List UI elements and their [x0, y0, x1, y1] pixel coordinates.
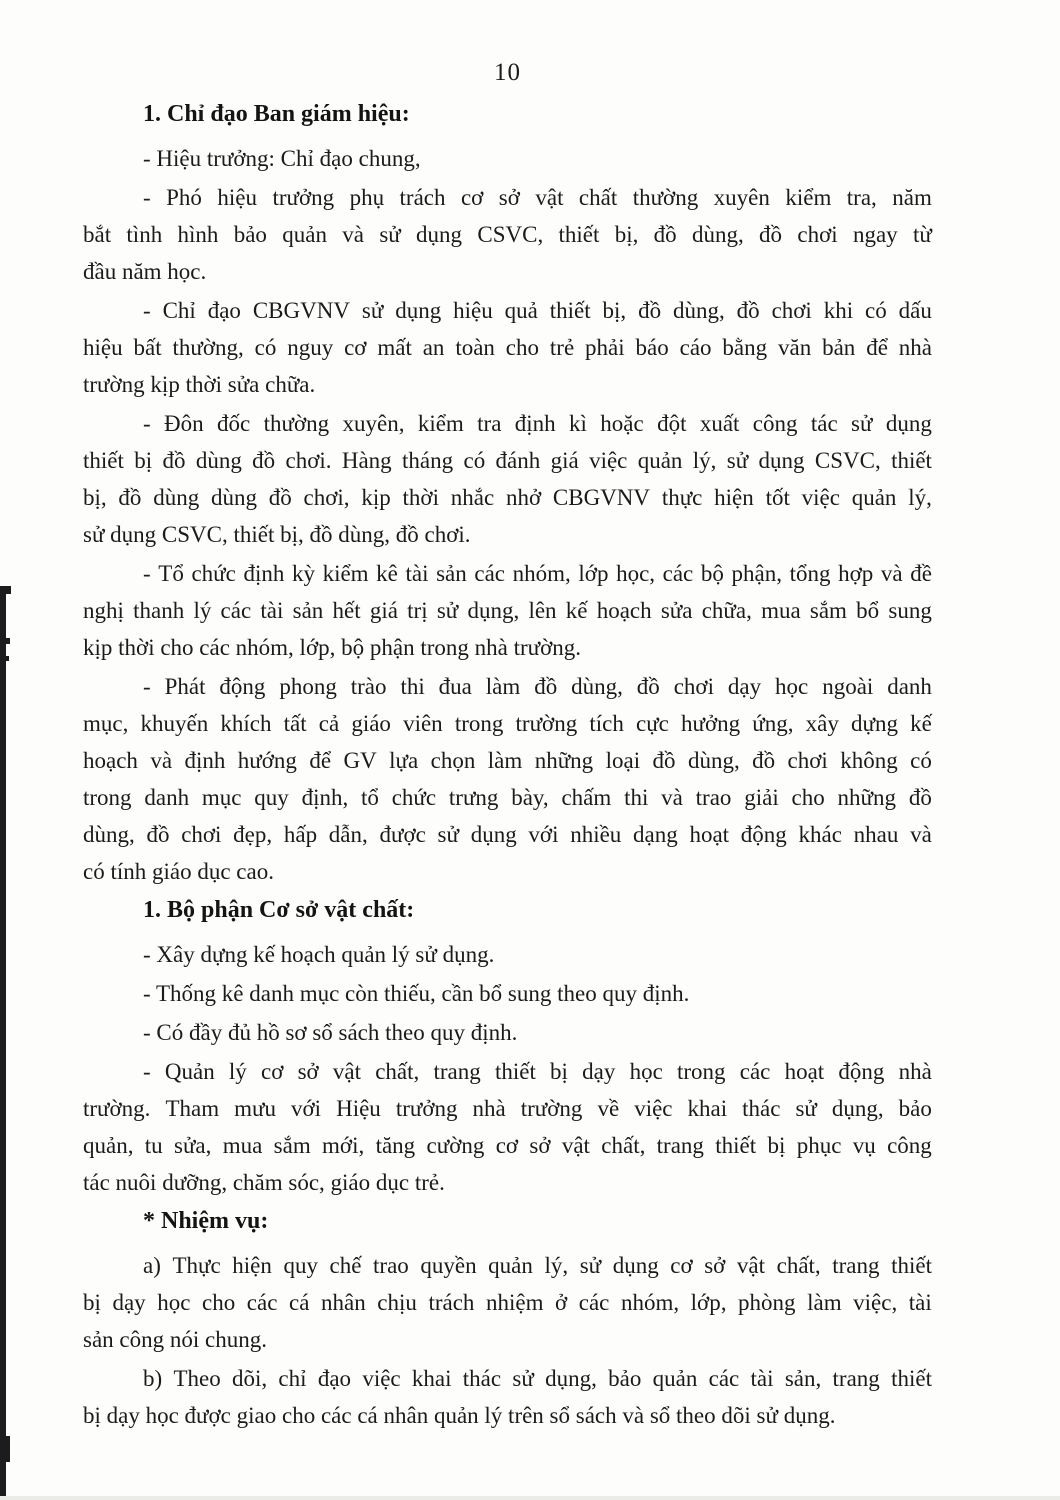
text-line: có tính giáo dục cao.: [83, 859, 274, 884]
text-line: - Thống kê danh mục còn thiếu, cần bổ sung theo quy định.: [143, 981, 690, 1006]
document-body: [83, 58, 932, 1436]
text-line: trường kịp thời sửa chữa.: [83, 372, 316, 397]
text-line: kịp thời cho các nhóm, lớp, bộ phận trong nhà trường.: [83, 635, 582, 660]
text-line: bị, đồ dùng dùng đồ chơi, kịp thời nhắc nhở CBGVNV thực hiện tốt việc quản lý,: [83, 485, 932, 510]
text-line: hoạch và định hướng để GV lựa chọn làm những loại đồ dùng, đồ chơi không có: [83, 748, 932, 773]
text-line: - Xây dựng kế hoạch quản lý sử dụng.: [143, 942, 495, 967]
text-line: bị dạy học được giao cho các cá nhân quản lý trên sổ sách và sổ theo dõi sử dụng.: [83, 1403, 836, 1428]
text-blocks: [83, 96, 932, 1434]
scan-edge-artifact: [0, 638, 10, 644]
text-line: 1. Bộ phận Cơ sở vật chất:: [143, 897, 415, 923]
text-line: - Đôn đốc thường xuyên, kiểm tra định kì hoặc đột xuất công tác sử dụng: [143, 411, 932, 436]
section-heading: [83, 892, 932, 929]
text-line: sử dụng CSVC, thiết bị, đồ dùng, đồ chơi.: [83, 522, 471, 547]
paragraph: [83, 936, 932, 973]
text-line: nghị thanh lý các tài sản hết giá trị sử dụng, lên kế hoạch sửa chữa, mua sắm bổ sung: [83, 598, 932, 623]
paragraph: [83, 668, 932, 890]
text-line: b) Theo dõi, chỉ đạo việc khai thác sử dụng, bảo quản các tài sản, trang thiết: [143, 1366, 932, 1391]
paragraph: [83, 1360, 932, 1434]
scan-edge-artifact: [0, 1436, 10, 1462]
scan-bottom-edge: [0, 1496, 1060, 1500]
paragraph: [83, 292, 932, 403]
paragraph: [83, 555, 932, 666]
text-line: trường. Tham mưu với Hiệu trưởng nhà trường về việc khai thác sử dụng, bảo: [83, 1096, 932, 1121]
paragraph: [83, 975, 932, 1012]
text-line: sản công nói chung.: [83, 1327, 267, 1352]
text-line: - Quản lý cơ sở vật chất, trang thiết bị dạy học trong các hoạt động nhà: [143, 1059, 932, 1084]
paragraph: [83, 1247, 932, 1358]
scan-edge-artifact: [0, 586, 11, 594]
text-line: bắt tình hình bảo quản và sử dụng CSVC, thiết bị, đồ dùng, đồ chơi ngay từ: [83, 222, 932, 247]
page-number: 10: [494, 59, 521, 86]
text-line: bị dạy học cho các cá nhân chịu trách nhiệm ở các nhóm, lớp, phòng làm việc, tài: [83, 1290, 932, 1315]
text-line: 1. Chỉ đạo Ban giám hiệu:: [143, 101, 410, 127]
paragraph: [83, 179, 932, 290]
section-heading: [83, 96, 932, 133]
text-line: đầu năm học.: [83, 259, 207, 284]
text-line: trong danh mục quy định, tổ chức trưng bày, chấm thi và trao giải cho những đồ: [83, 785, 932, 810]
text-line: tác nuôi dưỡng, chăm sóc, giáo dục trẻ.: [83, 1170, 445, 1195]
text-line: * Nhiệm vụ:: [143, 1208, 269, 1234]
text-line: - Tổ chức định kỳ kiểm kê tài sản các nhóm, lớp học, các bộ phận, tổng hợp và đề: [143, 561, 932, 586]
text-line: - Phát động phong trào thi đua làm đồ dùng, đồ chơi dạy học ngoài danh: [143, 674, 932, 699]
text-line: - Hiệu trưởng: Chỉ đạo chung,: [143, 146, 421, 171]
text-line: hiệu bất thường, có nguy cơ mất an toàn cho trẻ phải báo cáo bằng văn bản để nhà: [83, 335, 932, 360]
text-line: - Chỉ đạo CBGVNV sử dụng hiệu quả thiết bị, đồ dùng, đồ chơi khi có dấu: [143, 298, 932, 323]
paragraph: [83, 405, 932, 553]
paragraph: [83, 140, 932, 177]
text-line: mục, khuyến khích tất cả giáo viên trong trường tích cực hưởng ứng, xây dựng kế: [83, 711, 932, 736]
paragraph: [83, 1014, 932, 1051]
paragraph: [83, 1053, 932, 1201]
scan-edge-artifact: [0, 594, 6, 1500]
text-line: thiết bị đồ dùng đồ chơi. Hàng tháng có đánh giá việc quản lý, sử dụng CSVC, thiết: [83, 448, 932, 473]
text-line: quản, tu sửa, mua sắm mới, tăng cường cơ sở vật chất, trang thiết bị phục vụ công: [83, 1133, 932, 1158]
text-line: dùng, đồ chơi đẹp, hấp dẫn, được sử dụng với nhiều dạng hoạt động khác nhau và: [83, 822, 932, 847]
text-line: - Phó hiệu trưởng phụ trách cơ sở vật chất thường xuyên kiểm tra, năm: [143, 185, 932, 210]
text-line: - Có đầy đủ hồ sơ sổ sách theo quy định.: [143, 1020, 518, 1045]
text-line: a) Thực hiện quy chế trao quyền quản lý, sử dụng cơ sở vật chất, trang thiết: [143, 1253, 932, 1278]
scan-edge-artifact: [0, 656, 9, 661]
section-heading: [83, 1203, 932, 1240]
